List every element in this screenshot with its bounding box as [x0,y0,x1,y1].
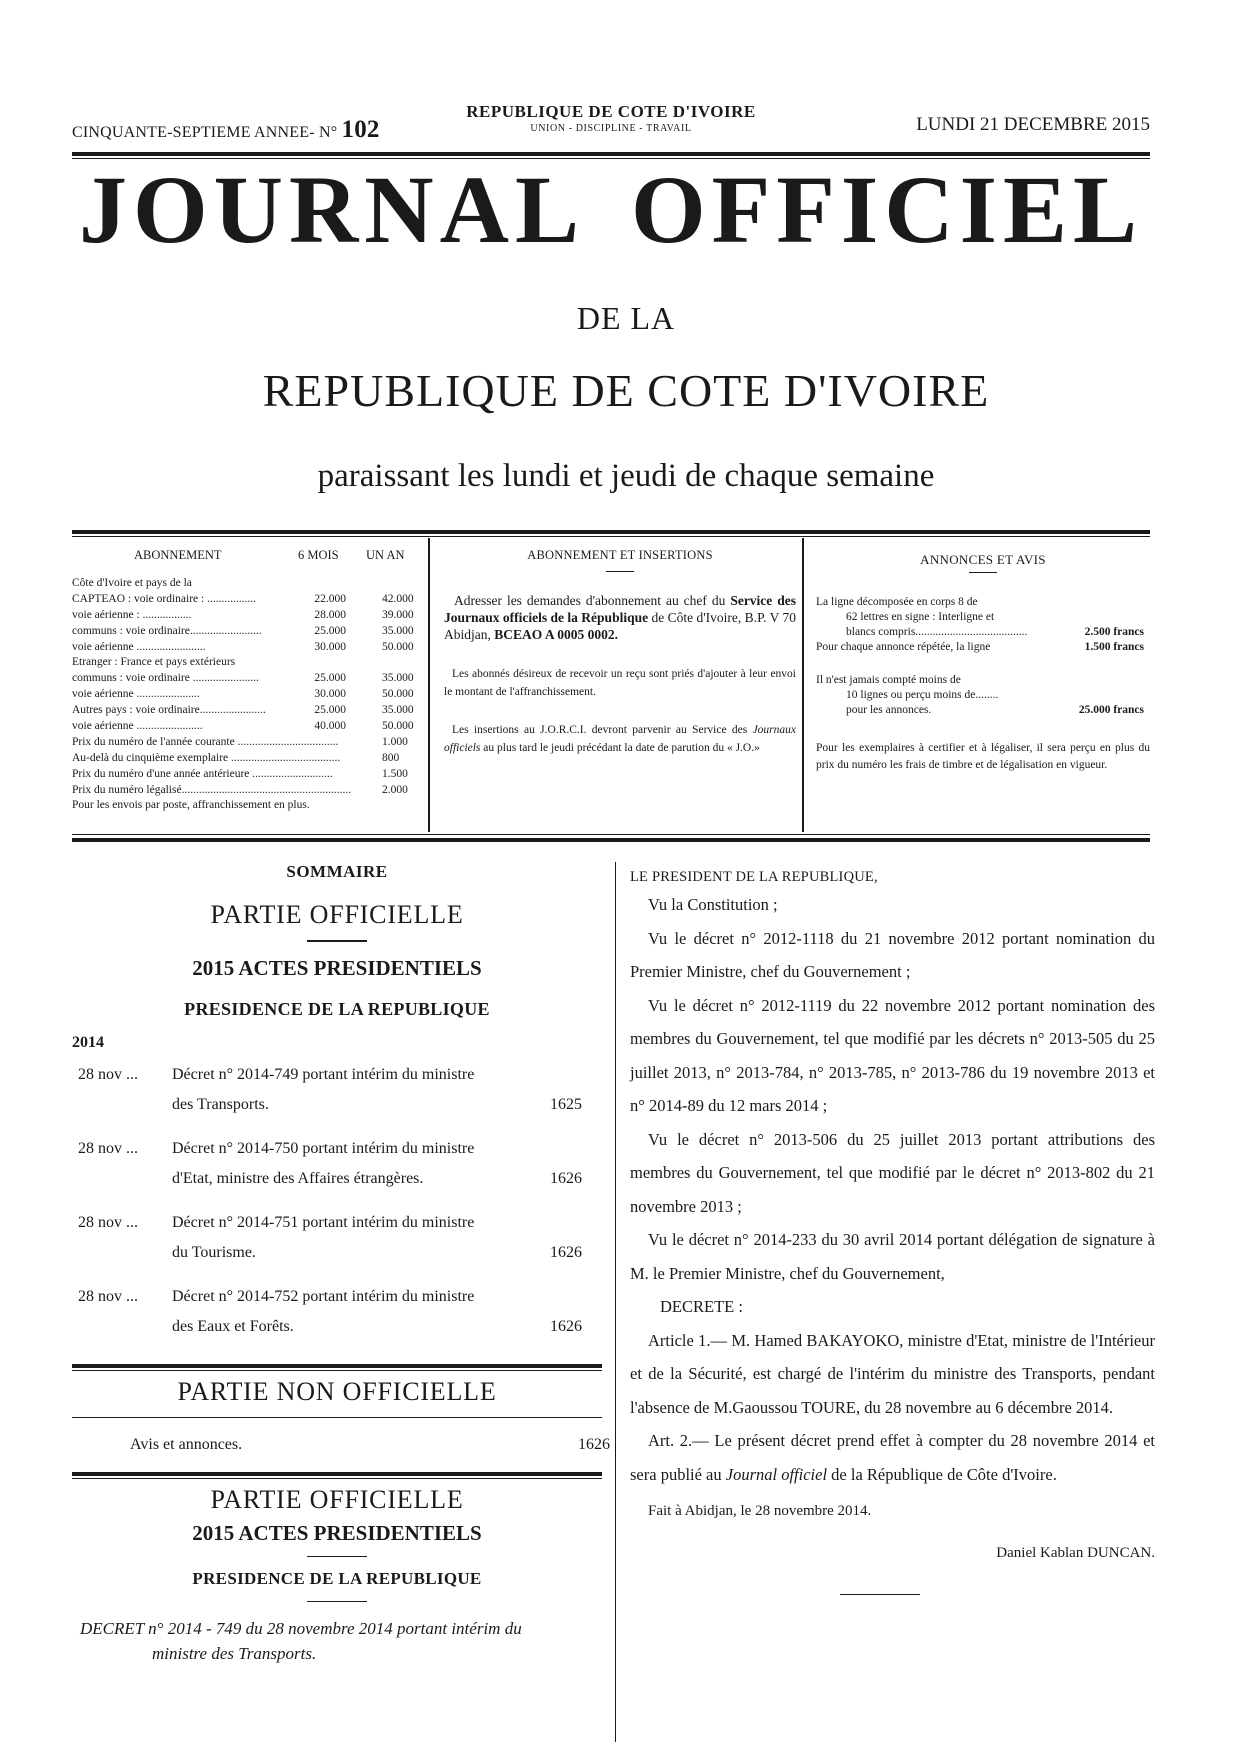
masthead-title [72,156,1150,263]
announcement-rate-line2: 62 lettres en signe : Interligne et [846,611,995,623]
toc-entry-page: 1625 [550,1096,582,1113]
toc-entry-line2: des Transports. [172,1096,269,1113]
decret-title-line2: ministre des Transports. [152,1644,317,1663]
subscription-row-label: communs : voie ordinaire......................... [72,624,262,637]
box-rule-top-thick [72,530,1150,534]
issue-label: CINQUANTE-SEPTIEME ANNEE- N° [72,124,338,141]
subscription-col-1y: UN AN [366,548,405,562]
subscription-row [72,640,424,656]
announcements-rows [816,595,1150,718]
subscription-row-6m: 22.000 [314,592,346,605]
non-officielle-rule-thin [72,1370,602,1371]
subscription-row-1y: 42.000 [382,592,414,605]
subscription-row-1y: 50.000 [382,720,414,733]
subscription-row [72,624,424,640]
toc-entry-date: 28 nov ... [78,1214,138,1231]
subscription-rows [72,576,424,814]
insertions-column [444,548,796,757]
subscription-row-label: Etranger : France et pays extérieurs [72,656,236,669]
announcement-rate-text [816,673,1034,718]
announcement-rate-text [816,640,1034,655]
toc-entry-line1: Décret n° 2014-752 portant intérim du ministre [172,1288,475,1305]
announcement-rate-line1: Il n'est jamais compté moins de [816,674,961,686]
toc-entry-page: 1626 [550,1170,582,1187]
republic-name: REPUBLIQUE DE COTE D'IVOIRE [466,102,756,121]
toc-entry [72,1134,602,1194]
announcement-rate-line3: pour les annonces. [846,704,932,716]
announcement-rate-price: 25.000 francs [1078,704,1144,716]
box-rule-bottom-thin [72,834,1150,835]
toc-entry-date: 28 nov ... [78,1140,138,1157]
top-header [72,100,1150,144]
subscription-row-label: voie aérienne ...................... [72,688,200,701]
insertions-deadline-note [444,721,796,757]
toc-entry-page: 1626 [550,1244,582,1261]
subscription-row-label: CAPTEAO : voie ordinaire : ................. [72,592,256,605]
toc-entry-title [172,1208,532,1268]
subscription-row-label: Pour les envois par poste, affranchissement en plus. [72,799,310,812]
subscription-header [72,548,424,576]
presidence-heading-2: PRESIDENCE DE LA REPUBLIQUE [192,1569,482,1588]
sommaire-title: SOMMAIRE [286,862,388,881]
announcement-rate-row [816,595,1150,640]
subscription-row-6m: 40.000 [314,720,346,733]
subscription-row-6m: 30.000 [314,640,346,653]
announcements-note: Pour les exemplaires à certifier et à légaliser, il sera perçu en plus du prix du numéro les frais de timbre et de légalisation en vigueur. [816,742,1150,771]
subscription-row-1y: 50.000 [382,688,414,701]
partie-non-officielle-heading: PARTIE NON OFFICIELLE [177,1377,497,1406]
subscription-row-1y: 1.000 [382,735,408,748]
toc-avis-row [72,1436,610,1454]
subscription-row-1y: 35.000 [382,672,414,685]
toc-entry-date: 28 nov ... [78,1066,138,1083]
issue-number: 102 [341,116,380,143]
toc-entry-line1: Décret n° 2014-751 portant intérim du ministre [172,1214,475,1231]
toc-entry [72,1208,602,1268]
decret-title-line1: DECRET n° 2014 - 749 du 28 novembre 2014 portant intérim du [80,1619,522,1638]
subscription-row-label: communs : voie ordinaire ....................... [72,672,259,685]
toc-avis-label: Avis et annonces. [130,1436,243,1453]
subscription-row-1y: 35.000 [382,704,414,717]
masthead-word-officiel: OFFICIEL [630,156,1144,263]
toc-entries [72,1060,602,1342]
subscription-row [72,719,424,735]
partie-officielle-heading: PARTIE OFFICIELLE [210,900,464,929]
subscription-row-1y: 35.000 [382,624,414,637]
non-officielle-rule-thick [72,1364,602,1368]
box-rule-bottom-thick [72,838,1150,842]
toc-year: 2014 [72,1034,104,1051]
toc-entry-line2: des Eaux et Forêts. [172,1318,294,1335]
subscription-row [72,767,424,783]
announcements-dash [969,572,997,573]
officielle-rule-thick [72,1472,602,1476]
masthead-country: REPUBLIQUE DE COTE D'IVOIRE [262,365,990,416]
toc-entry-title [172,1282,532,1342]
decree-article-1: Article 1.— M. Hamed BAKAYOKO, ministre d'Etat, ministre de l'Intérieur et de la Sécurité, est chargé de l'intérim du ministre des Transports, pendant l'absence de M.Gaoussou TOURE, du 28 novembre au 6 décembre 2014. [630,1330,1155,1417]
toc-entry [72,1282,602,1342]
insertions-address-line1: Adresser les demandes d'abonnement au chef du [454,593,726,608]
announcement-rate-text [816,595,1034,640]
subscription-row-label: Autres pays : voie ordinaire....................... [72,704,266,717]
box-rule-top-thin [72,536,1150,537]
box-divider-2 [802,538,804,832]
partie-officielle-heading-2: PARTIE OFFICIELLE [210,1485,464,1514]
subscription-row-label: voie aérienne ....................... [72,720,203,733]
decree-article-2-b: de la République de Côte d'Ivoire. [831,1464,1057,1484]
decree-vu-3: Vu le décret n° 2012-1119 du 22 novembre 2012 portant nomination des membres du Gouvernement, tel que modifié par les décrets n° 2013-505 du 25 juillet 2013, n° 2013-784, n° 2013-785, n° 2013-786 du 19 novembre 2013 et n° 2014-89 du 12 mars 2014 ; [630,995,1155,1115]
announcement-rate-row [816,640,1150,655]
column-separator [615,862,616,1742]
presidence-rule-2 [307,1601,367,1602]
decree-article-2 [630,1424,1155,1491]
subscription-row [72,798,424,814]
toc-entry-title [172,1134,532,1194]
decree-place-date: Fait à Abidjan, le 28 novembre 2014. [648,1503,872,1519]
subscription-row [72,592,424,608]
subscription-row-label: Prix du numéro légalisé........................................................... [72,783,352,796]
announcements-column [816,552,1150,774]
subscription-row-1y: 800 [382,751,400,764]
insertions-address-bceao: BCEAO A 0005 0002. [494,627,619,642]
subscription-row-label: voie aérienne : ................. [72,608,192,621]
masthead-de-la: DE LA [576,300,676,336]
presidence-heading: PRESIDENCE DE LA REPUBLIQUE [184,999,490,1019]
subscription-row [72,671,424,687]
announcement-rate-price: 2.500 francs [1084,626,1144,638]
decret-title [72,1616,602,1666]
insertions-deadline-italic: Journaux officiels [444,724,796,754]
subscription-row [72,576,424,592]
masthead-word-journal: JOURNAL [78,156,585,263]
decree-decrete: DECRETE : [660,1297,743,1316]
announcement-rate-line3: blancs compris....................................... [846,626,1028,638]
toc-entry [72,1060,602,1120]
decree-opening: LE PRESIDENT DE LA REPUBLIQUE, [630,869,878,885]
insertions-dash [606,571,634,572]
subscription-row-label: Côte d'Ivoire et pays de la [72,577,192,589]
subscription-row [72,703,424,719]
republic-motto: UNION - DISCIPLINE - TRAVAIL [530,123,692,134]
toc-entry-title [172,1060,532,1120]
subscription-row-6m: 28.000 [314,608,346,621]
subscription-title: ABONNEMENT [134,548,222,562]
insertions-address-bp: de Côte d'Ivoire, B.P. V 70 Abidjan, [444,610,796,642]
subscription-row-1y: 39.000 [382,608,414,621]
subscription-row [72,783,424,799]
decree-column [630,868,1155,1595]
insertions-address-service: Service des Journaux officiels de la République [444,593,797,625]
non-officielle-rule-bottom [72,1417,602,1418]
subscription-row-6m: 25.000 [314,624,346,637]
subscription-row [72,735,424,751]
insertions-deadline-b: au plus tard le jeudi précédant la date de parution du « J.O.» [483,742,760,754]
subscription-box [72,538,1150,832]
subscription-col-6m: 6 MOIS [298,548,339,562]
subscription-row-6m: 25.000 [314,672,346,685]
insertions-header: ABONNEMENT ET INSERTIONS [527,548,713,562]
decree-vu-constitution: Vu la Constitution ; [648,895,778,914]
decree-article-2-italic: Journal officiel [725,1464,828,1484]
subscription-row-label: voie aérienne ........................ [72,640,206,653]
officielle-rule-thin [72,1478,602,1479]
subscription-row-label: Prix du numéro de l'année courante ................................... [72,735,339,748]
announcements-header: ANNONCES ET AVIS [920,552,1046,567]
decree-vu-5: Vu le décret n° 2014-233 du 30 avril 2014 portant délégation de signature à M. le Premier Ministre, chef du Gouvernement, [630,1230,1155,1283]
insertions-address [444,592,796,643]
issue-date: LUNDI 21 DECEMBRE 2015 [916,114,1150,135]
subscription-row-1y: 2.000 [382,783,408,796]
sommaire-column [72,858,610,1666]
toc-entry-page: 1626 [550,1318,582,1335]
subscription-column [72,548,424,814]
toc-entry-line1: Décret n° 2014-749 portant intérim du ministre [172,1066,475,1083]
actes-rule-2 [307,1556,367,1557]
subscription-row [72,655,424,671]
decree-vu-2: Vu le décret n° 2012-1118 du 21 novembre 2012 portant nomination du Premier Ministre, chef du Gouvernement ; [630,928,1155,981]
decree-signatory: Daniel Kablan DUNCAN. [996,1544,1155,1561]
subscription-row [72,687,424,703]
decree-vu-4: Vu le décret n° 2013-506 du 25 juillet 2013 portant attributions des membres du Gouvernement, tel que modifié par le décret n° 2013-802 du 21 novembre 2013 ; [630,1129,1155,1216]
insertions-receipt-note: Les abonnés désireux de recevoir un reçu sont priés d'ajouter à leur envoi le montant de l'affranchissement. [444,668,796,698]
toc-entry-line2: d'Etat, ministre des Affaires étrangères. [172,1170,424,1187]
announcement-rate-line1: La ligne décomposée en corps 8 de [816,596,978,608]
decree-end-rule [840,1594,920,1595]
subscription-row-6m: 30.000 [314,688,346,701]
announcement-rate-line2: 10 lignes ou perçu moins de........ [846,689,999,701]
subscription-row-6m: 25.000 [314,704,346,717]
insertions-deadline-a: Les insertions au J.O.R.C.I. devront parvenir au Service des [452,724,748,736]
box-divider-1 [428,538,430,832]
actes-heading-2: 2015 ACTES PRESIDENTIELS [192,1521,482,1545]
subscription-row [72,608,424,624]
actes-heading: 2015 ACTES PRESIDENTIELS [192,956,482,980]
toc-entry-date: 28 nov ... [78,1288,138,1305]
announcement-rate-row [816,673,1150,718]
toc-entry-line1: Décret n° 2014-750 portant intérim du ministre [172,1140,475,1157]
subscription-row-label: Au-delà du cinquième exemplaire ...................................... [72,751,341,764]
subscription-row-1y: 50.000 [382,640,414,653]
masthead-schedule: paraissant les lundi et jeudi de chaque semaine [317,458,935,494]
subscription-row [72,751,424,767]
subscription-row-1y: 1.500 [382,767,408,780]
decree-article-2-a: Art. 2.— Le présent décret prend effet à compter du 28 novembre 2014 et sera publié au [630,1431,1155,1484]
subscription-row-label: Prix du numéro d'une année antérieure ............................ [72,767,333,780]
partie-rule [307,940,367,942]
announcement-rate-price: 1.500 francs [1084,641,1144,653]
toc-avis-page: 1626 [578,1436,610,1453]
announcement-rate-line1: Pour chaque annonce répétée, la ligne [816,641,991,653]
toc-entry-line2: du Tourisme. [172,1244,256,1261]
